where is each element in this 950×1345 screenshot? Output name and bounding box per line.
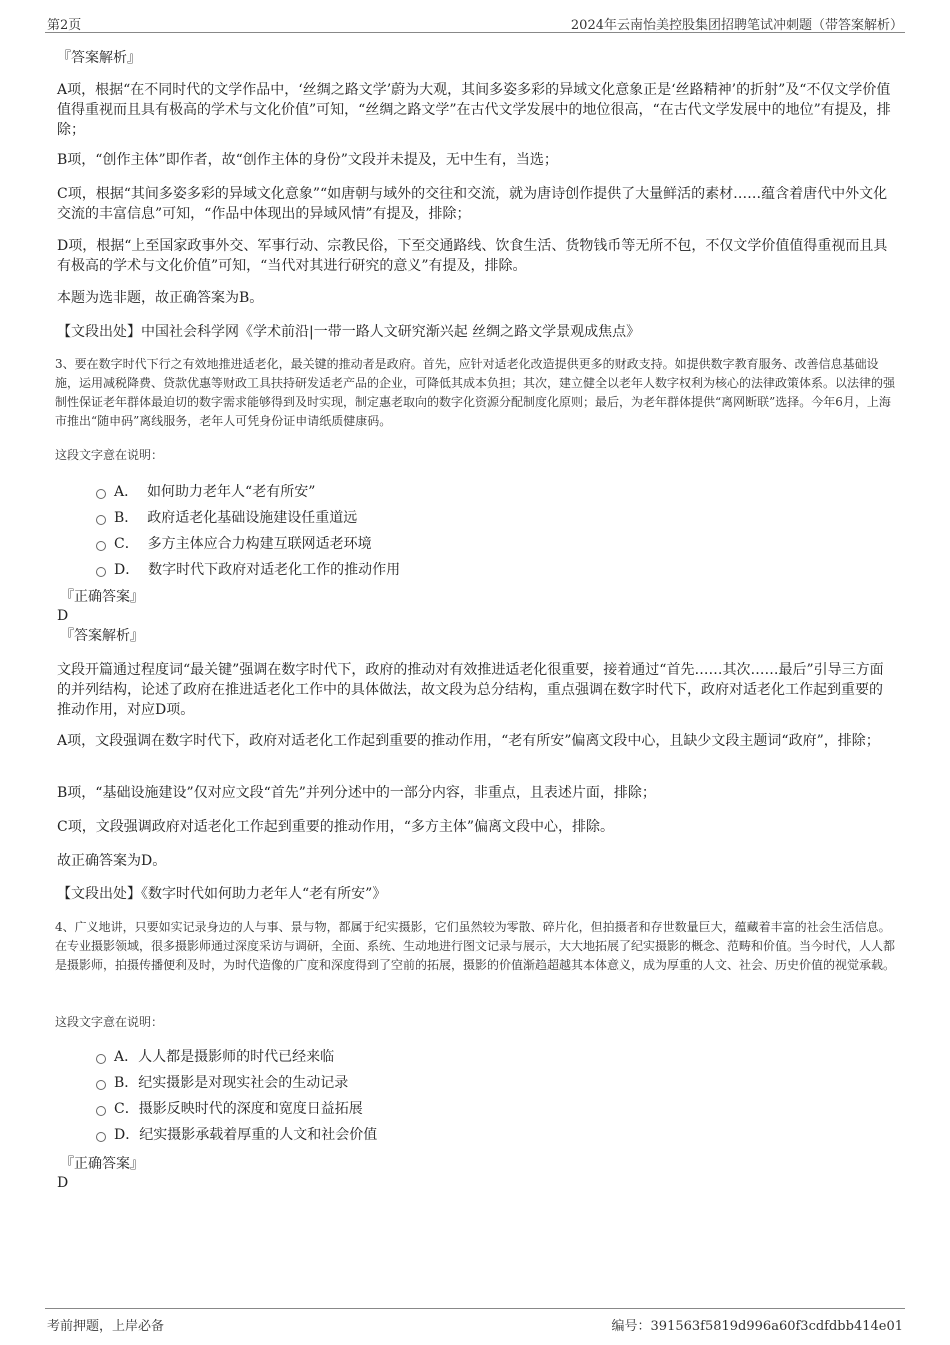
q4-option-c[interactable]: C．摄影反映时代的深度和宽度日益拓展 — [96, 1096, 796, 1122]
q4-options — [96, 1044, 796, 1148]
radio-icon[interactable] — [96, 1080, 106, 1090]
document-title: 2024年云南怡美控股集团招聘笔试冲刺题（带答案解析） — [570, 18, 903, 33]
page-footer — [45, 1308, 905, 1339]
q2-source: 【文段出处】中国社会科学网《学术前沿|一带一路人文研究渐兴起 丝绸之路文学景观成焦点》 — [57, 324, 641, 340]
q2-analysis-d: D项，根据“上至国家政事外交、军事行动、宗教民俗，下至交通路线、饮食生活、货物钱币等无所不包，不仅文学价值值得重视而且具有极高的学术与文化价值”可知，“当代对其进行研究的意义”有提及，排除。 — [57, 238, 888, 274]
q3-options — [96, 479, 796, 583]
q4-answer-label: 『正确答案』 — [60, 1156, 144, 1172]
q4-option-b[interactable]: B．纪实摄影是对现实社会的生动记录 — [96, 1070, 796, 1096]
q3-analysis-c: C项，文段强调政府对适老化工作起到重要的推动作用，“多方主体”偏离文段中心，排除。 — [57, 819, 615, 835]
q3-analysis-b: B项，“基础设施建设”仅对应文段“首先”并列分述中的一部分内容，非重点，且表述片面，排除； — [57, 785, 656, 801]
q4-option-a[interactable]: A．人人都是摄影师的时代已经来临 — [96, 1044, 796, 1070]
q3-option-c[interactable]: C． 多方主体应合力构建互联网适老环境 — [96, 531, 796, 557]
q4-option-d[interactable]: D．纪实摄影承载着厚重的人文和社会价值 — [96, 1122, 796, 1148]
q3-prompt: 这段文字意在说明： — [55, 448, 164, 462]
q2-conclusion: 本题为选非题，故正确答案为B。 — [57, 290, 264, 306]
radio-icon[interactable] — [96, 1106, 106, 1116]
q3-option-a[interactable]: A． 如何助力老年人“老有所安” — [96, 479, 796, 505]
q3-analysis-a: A项，文段强调在数字时代下，政府对适老化工作起到重要的推动作用，“老有所安”偏离文段中心，且缺少文段主题词“政府”，排除； — [57, 733, 880, 749]
q3-option-d[interactable]: D． 数字时代下政府对适老化工作的推动作用 — [96, 557, 796, 583]
q4-answer: D — [57, 1175, 69, 1191]
radio-icon[interactable] — [96, 567, 106, 577]
q3-analysis-label: 『答案解析』 — [60, 628, 144, 644]
q2-analysis-a: A项，根据“在不同时代的文学作品中，‘丝绸之路文学’蔚为大观，其间多姿多彩的异域文化意象正是‘丝路精神’的折射”及“不仅文学价值值得重视而且具有极高的学术与文化价值”可知，“丝绸之路文学”在古代文学发展中的地位很高，“在古代文学发展中的地位”有提及，排除； — [57, 82, 891, 138]
q4-prompt: 这段文字意在说明： — [55, 1015, 164, 1029]
q3-conclusion: 故正确答案为D。 — [57, 853, 167, 869]
q3-answer-label: 『正确答案』 — [60, 589, 144, 605]
q2-analysis-b: B项，“创作主体”即作者，故“创作主体的身份”文段并未提及，无中生有，当选； — [57, 152, 558, 168]
page-number: 第2页 — [47, 18, 82, 33]
q4-stem: 4、广义地讲，只要如实记录身边的人与事、景与物，都属于纪实摄影，它们虽然较为零散、碎片化，但拍摄者和存世数量巨大，蕴藏着丰富的社会生活信息。在专业摄影领域，很多摄影师通过深度采访与调研，全面、系统、生动地进行图文记录与展示，大大地拓展了纪实摄影的概念、范畴和价值。当今时代，人人都是摄影师，拍摄传播便利及时，为时代造像的广度和深度得到了空前的拓展，摄影的价值渐趋超越其本体意义，成为厚重的人文、社会、历史价值的视觉承载。 — [55, 920, 896, 972]
footer-slogan: 考前押题，上岸必备 — [47, 1319, 165, 1334]
q3-analysis-main: 文段开篇通过程度词“最关键”强调在数字时代下，政府的推动对有效推进适老化很重要，接着通过“首先……其次……最后”引导三方面的并列结构，论述了政府在推进适老化工作中的具体做法，故文段为总分结构，重点强调在数字时代下，政府对适老化工作起到重要的推动作用，对应D项。 — [57, 662, 884, 718]
q2-analysis-label: 『答案解析』 — [57, 50, 141, 66]
q2-analysis-c: C项，根据“其间多姿多彩的异域文化意象”“如唐朝与域外的交往和交流，就为唐诗创作提供了大量鲜活的素材……蕴含着唐代中外文化交流的丰富信息”可知，“作品中体现出的异域风情”有提及，排除； — [57, 186, 888, 222]
radio-icon[interactable] — [96, 541, 106, 551]
radio-icon[interactable] — [96, 1054, 106, 1064]
q3-option-b[interactable]: B． 政府适老化基础设施建设任重道远 — [96, 505, 796, 531]
document-code: 编号：391563f5819d996a60f3cdfdbb414e01 — [611, 1319, 903, 1334]
q3-stem: 3、要在数字时代下行之有效地推进适老化，最关键的推动者是政府。首先，应针对适老化改造提供更多的财政支持。如提供数字教育服务、改善信息基础设施，运用减税降费、贷款优惠等财政工具扶持研发适老产品的企业，可降低其成本负担；其次，建立健全以老年人数字权利为核心的法律政策体系。以法律的强制性保证老年群体最迫切的数字需求能够得到及时实现，制定惠老取向的数字化资源分配制度化原则；最后，为老年群体提供“离网断联”选择。今年6月，上海市推出“随申码”离线服务，老年人可凭身份证申请纸质健康码。 — [55, 357, 896, 428]
q3-source: 【文段出处】《数字时代如何助力老年人“老有所安”》 — [57, 886, 387, 902]
radio-icon[interactable] — [96, 1132, 106, 1142]
q3-answer: D — [57, 608, 69, 624]
radio-icon[interactable] — [96, 515, 106, 525]
radio-icon[interactable] — [96, 489, 106, 499]
page-header — [45, 14, 905, 33]
